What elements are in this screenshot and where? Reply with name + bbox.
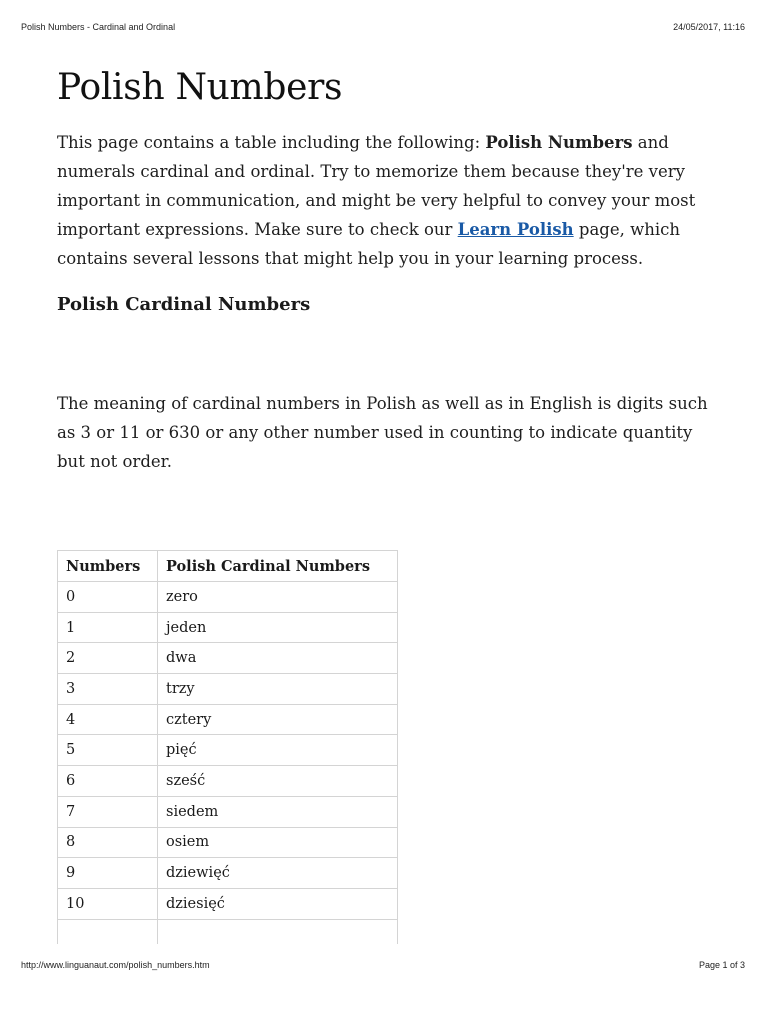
intro-text-2: and numerals cardinal and ordinal. Try to memorize them because they're very important in communication, and might be very helpful to convey your most important expressions. Make sure to check our [57,133,696,239]
polish-word-cell: sześć [158,766,398,797]
table-row [58,827,398,858]
polish-word-cell: dziewięć [158,858,398,889]
polish-word-cell: siedem [158,796,398,827]
number-cell: 10 [58,888,158,919]
page-title: Polish Numbers [57,67,343,108]
table-row [58,612,398,643]
print-header-title: Polish Numbers - Cardinal and Ordinal [21,22,176,32]
polish-word-cell: jeden [158,612,398,643]
table-row-empty [58,919,398,944]
number-cell: 7 [58,796,158,827]
print-footer-page: Page 1 of 3 [698,960,745,970]
polish-word-cell: trzy [158,674,398,705]
number-cell: 4 [58,704,158,735]
intro-bold-text: Polish Numbers [485,133,633,152]
cardinal-numbers-table [57,550,398,944]
number-cell: 0 [58,582,158,613]
intro-text-1: This page contains a table including the following: [57,133,486,152]
table-row [58,858,398,889]
table-header-row [58,551,398,582]
polish-word-cell: zero [158,582,398,613]
print-footer-url: http://www.linguanaut.com/polish_numbers.htm [21,960,210,970]
polish-word-cell: cztery [158,704,398,735]
number-cell: 9 [58,858,158,889]
table-row [58,674,398,705]
polish-word-cell: dwa [158,643,398,674]
polish-word-cell: osiem [158,827,398,858]
table-row [58,796,398,827]
intro-paragraph [57,128,717,273]
print-header [21,22,745,32]
table-row [58,643,398,674]
number-cell: 5 [58,735,158,766]
number-cell: 6 [58,766,158,797]
page-content [57,60,717,476]
print-footer [21,960,745,970]
empty-cell [158,919,398,944]
empty-cell [58,919,158,944]
polish-word-cell: pięć [158,735,398,766]
table-row [58,766,398,797]
polish-word-cell: dziesięć [158,888,398,919]
table-row [58,582,398,613]
table-row [58,704,398,735]
column-header-numbers: Numbers [58,551,158,582]
number-cell: 8 [58,827,158,858]
meaning-paragraph: The meaning of cardinal numbers in Polish as well as in English is digits such as 3 or 11 or 630 or any other number used in counting to indicate quantity but not order. [57,394,708,471]
table-row [58,888,398,919]
section-heading: Polish Cardinal Numbers [57,294,311,315]
column-header-polish: Polish Cardinal Numbers [158,551,398,582]
intro-text-3: page, which contains several lessons that might help you in your learning process. [57,220,681,268]
print-header-datetime: 24/05/2017, 11:16 [673,22,745,32]
learn-polish-link[interactable]: Learn Polish [457,220,574,239]
number-cell: 2 [58,643,158,674]
table-row [58,735,398,766]
number-cell: 1 [58,612,158,643]
number-cell: 3 [58,674,158,705]
